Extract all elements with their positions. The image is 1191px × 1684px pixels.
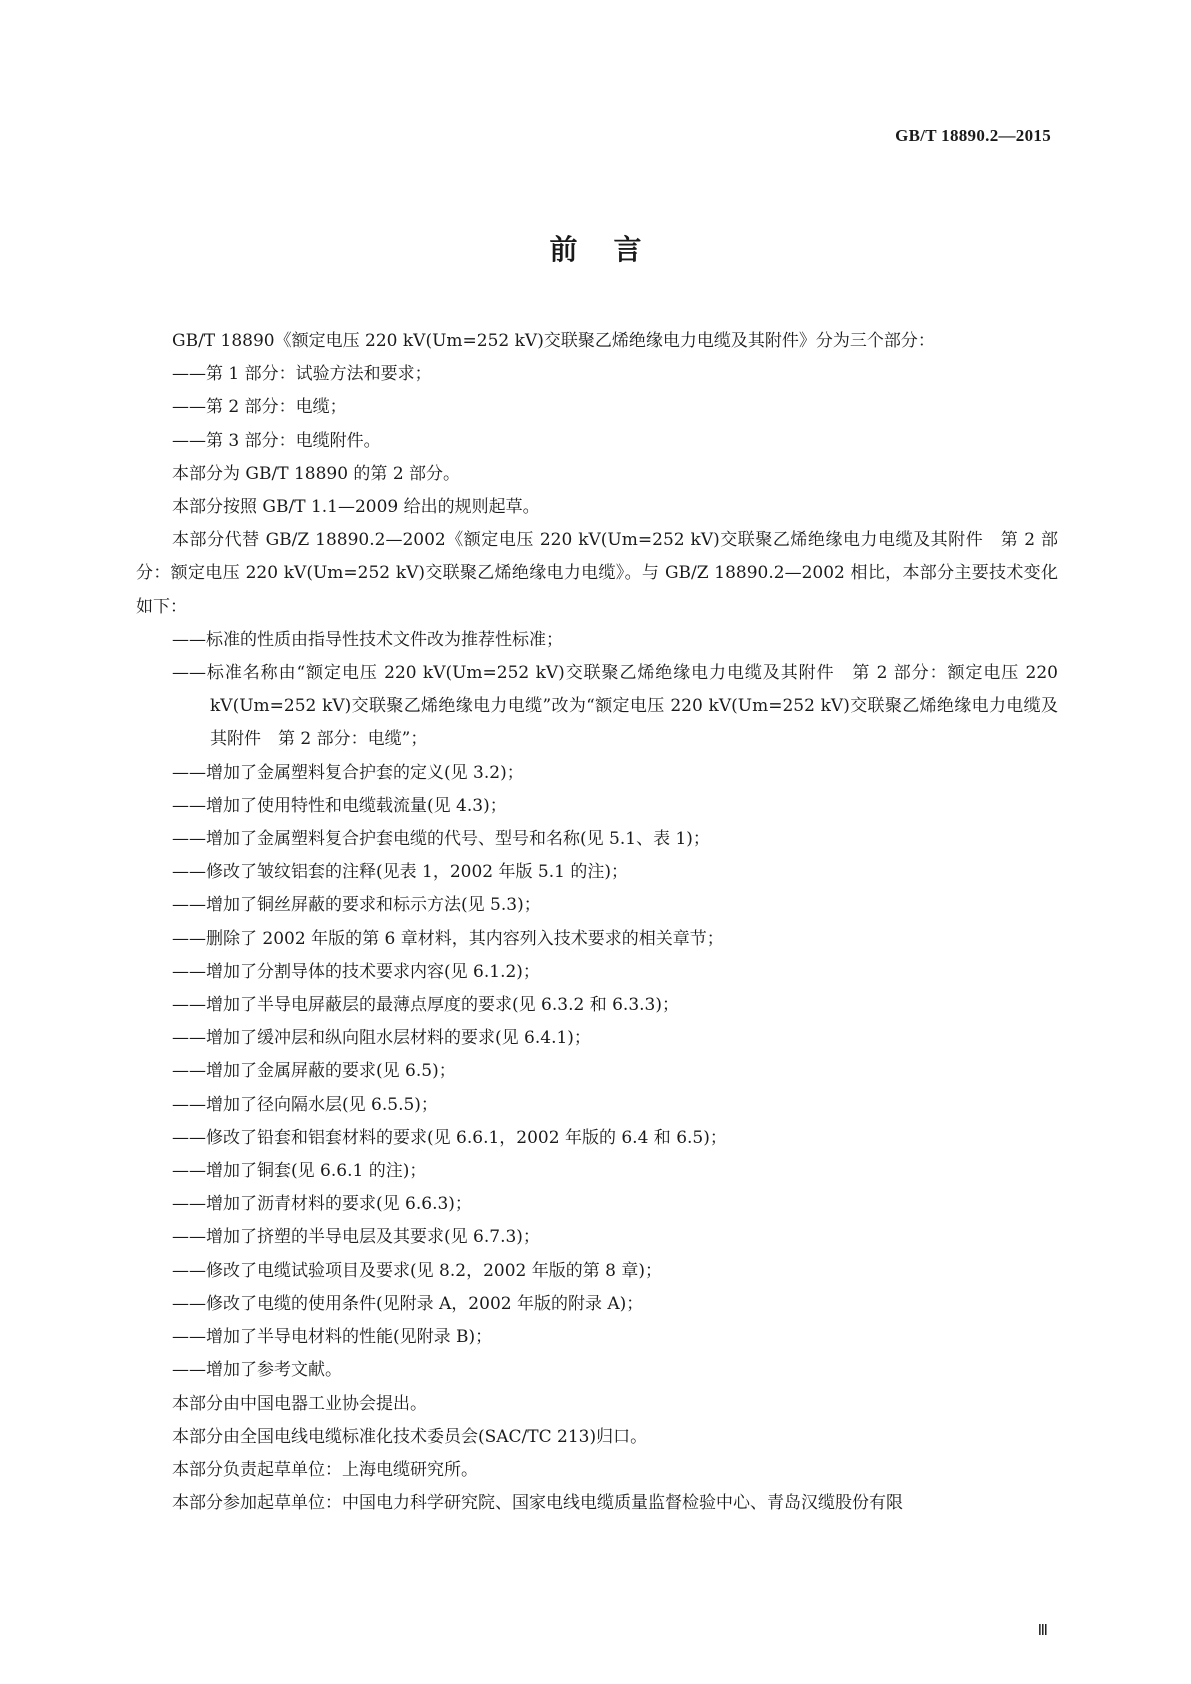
change-item: ——增加了半导电屏蔽层的最薄点厚度的要求(见 6.3.2 和 6.3.3)； — [172, 995, 679, 1016]
change-item: ——增加了金属塑料复合护套的定义(见 3.2)； — [172, 762, 524, 783]
change-item: ——增加了分割导体的技术要求内容(见 6.1.2)； — [172, 961, 540, 982]
change-item: ——修改了电缆的使用条件(见附录 A，2002 年版的附录 A)； — [172, 1293, 644, 1314]
page-number: Ⅲ — [1037, 1623, 1048, 1639]
change-item: ——修改了铅套和铝套材料的要求(见 6.6.1，2002 年版的 6.4 和 6.5)； — [172, 1127, 727, 1148]
rules-paragraph: 本部分按照 GB/T 1.1—2009 给出的规则起草。 — [172, 497, 540, 518]
change-item: ——增加了半导电材料的性能(见附录 B)； — [172, 1327, 493, 1348]
page-title: 前言 — [549, 233, 678, 266]
change-item: ——增加了金属屏蔽的要求(见 6.5)； — [172, 1061, 456, 1082]
change-item: ——增加了铜丝屏蔽的要求和标示方法(见 5.3)； — [172, 895, 541, 916]
change-item: ——修改了皱纹铝套的注释(见表 1，2002 年版 5.1 的注)； — [172, 862, 628, 883]
centralized-by-paragraph: 本部分由全国电线电缆标准化技术委员会(SAC/TC 213)归口。 — [172, 1426, 648, 1447]
change-item: ——增加了金属塑料复合护套电缆的代号、型号和名称(见 5.1、表 1)； — [172, 829, 710, 850]
intro-paragraph: GB/T 18890《额定电压 220 kV(Um=252 kV)交联聚乙烯绝缘电力电缆及其附件》分为三个部分： — [172, 331, 935, 351]
part-1-item: ——第 1 部分：试验方法和要求； — [172, 364, 432, 385]
replacement-paragraph: 本部分代替 GB/Z 18890.2—2002《额定电压 220 kV(Um=252 kV)交联聚乙烯绝缘电力电缆及其附件 第 2 部分：额定电压 220 kV(Um=252 kV)交联聚乙烯绝缘电力电缆》。与 GB/Z 18890.2—2002 相比，本部分主要技术变化如下： — [136, 530, 1058, 617]
this-part-paragraph: 本部分为 GB/T 18890 的第 2 部分。 — [172, 463, 461, 484]
change-item: ——增加了缓冲层和纵向阻水层材料的要求(见 6.4.1)； — [172, 1028, 591, 1049]
change-item: ——增加了使用特性和电缆载流量(见 4.3)； — [172, 795, 507, 816]
change-item: ——增加了挤塑的半导电层及其要求(见 6.7.3)； — [172, 1227, 540, 1248]
change-item: ——标准名称由“额定电压 220 kV(Um=252 kV)交联聚乙烯绝缘电力电缆及其附件 第 2 部分：额定电压 220 kV(Um=252 kV)交联聚乙烯绝缘电力电缆”改为“额定电压 220 kV(Um=252 kV)交联聚乙烯绝缘电力电缆及其附件 第 2 部分：电缆”； — [172, 663, 1058, 750]
foreword-body — [136, 325, 1058, 1520]
change-item: ——增加了径向隔水层(见 6.5.5)； — [172, 1094, 438, 1115]
change-item: ——修改了电缆试验项目及要求(见 8.2，2002 年版的第 8 章)； — [172, 1260, 662, 1281]
change-item: ——增加了铜套(见 6.6.1 的注)； — [172, 1161, 427, 1182]
part-3-item: ——第 3 部分：电缆附件。 — [172, 430, 381, 451]
change-item: ——增加了沥青材料的要求(见 6.6.3)； — [172, 1194, 472, 1215]
drafter-paragraph: 本部分负责起草单位：上海电缆研究所。 — [172, 1459, 478, 1480]
proposed-by-paragraph: 本部分由中国电器工业协会提出。 — [172, 1393, 427, 1414]
change-item: ——增加了参考文献。 — [172, 1360, 342, 1381]
participants-paragraph: 本部分参加起草单位：中国电力科学研究院、国家电线电缆质量监督检验中心、青岛汉缆股份有限 — [172, 1493, 903, 1514]
change-item: ——删除了 2002 年版的第 6 章材料，其内容列入技术要求的相关章节； — [172, 928, 724, 949]
change-item: ——标准的性质由指导性技术文件改为推荐性标准； — [172, 629, 563, 650]
part-2-item: ——第 2 部分：电缆； — [172, 397, 347, 418]
standard-number: GB/T 18890.2—2015 — [895, 126, 1051, 145]
